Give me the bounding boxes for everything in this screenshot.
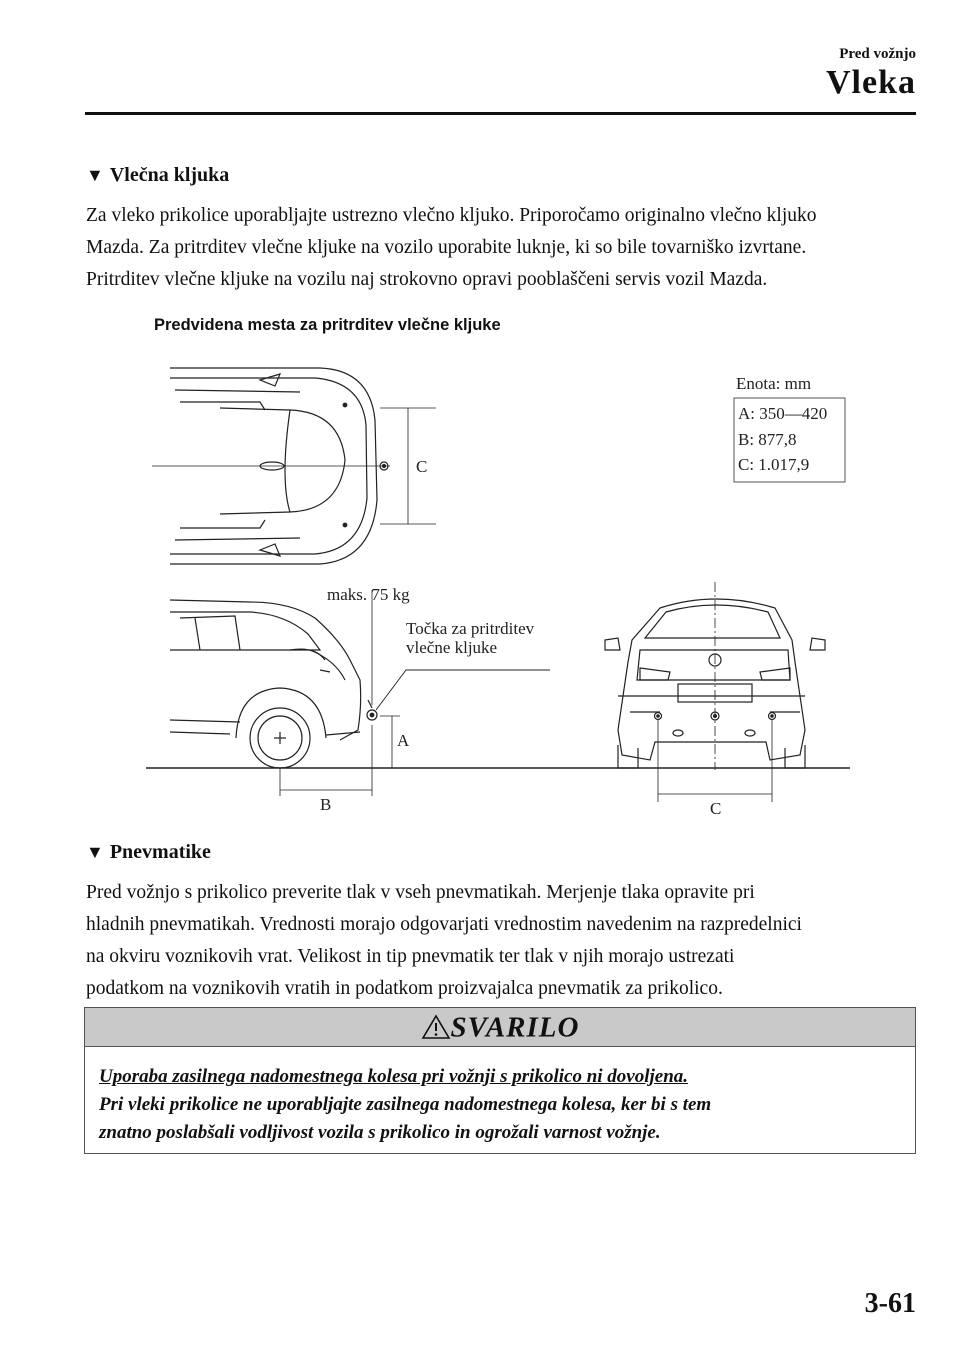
car-top-view [152,368,436,564]
warning-line: Pri vleki prikolice ne uporabljajte zasilnega nadomestnega kolesa, ker bi s tem [99,1094,712,1115]
warning-lead: Uporaba zasilnega nadomestnega kolesa pri vožnji s prikolico ni dovoljena. [99,1066,689,1087]
car-rear-view [605,582,825,802]
warning-title: SVARILO [450,1011,580,1044]
warning-line: znatno poslabšali vodljivost vozila s prikolico in ogrožali varnost vožnje. [99,1122,661,1143]
triangle-bullet-icon: ▼ [86,842,104,862]
heading-tires [86,841,211,864]
warning-triangle-icon [421,1014,451,1040]
paragraph-line: Mazda. Za pritrditev vlečne kljuke na vozilo uporabite luknje, ki so bile tovarniško izvrtane. [86,237,807,258]
paragraph-tow-hook [86,200,916,296]
paragraph-line: podatkom na voznikovih vratih in podatkom proizvajalca pnevmatik za prikolico. [86,978,723,999]
dimension-label-c-top: C [416,457,428,476]
dimension-label-b: B [320,795,332,814]
heading-tires-text: Pnevmatike [109,841,211,863]
attachment-point-label-1: Točka za pritrditev [406,619,535,638]
heading-tow-hook [86,164,229,187]
paragraph-line: Pritrditev vlečne kljuke na vozilu naj strokovno opravi pooblaščeni servis vozil Mazda. [86,269,768,290]
warning-box [84,1007,916,1154]
header-rule [85,112,916,115]
unit-label: Enota: mm [736,374,812,393]
paragraph-line: Za vleko prikolice uporabljajte ustrezno vlečno kljuko. Priporočamo originalno vlečno kljuko [86,205,817,226]
paragraph-line: hladnih pnevmatikah. Vrednosti morajo odgovarjati vrednostim navedenim na razpredelnici [86,914,802,935]
paragraph-line: Pred vožnjo s prikolico preverite tlak v vseh pnevmatikah. Merjenje tlaka opravite pri [86,882,755,903]
warning-header [85,1008,915,1047]
paragraph-tires [86,877,916,1005]
header-chapter: Vleka [826,64,916,101]
warning-body [85,1047,915,1147]
figure-title: Predvidena mesta za pritrditev vlečne kljuke [154,316,501,334]
triangle-bullet-icon: ▼ [86,165,104,185]
attachment-point-label-2: vlečne kljuke [406,638,498,657]
header-section: Pred vožnjo [839,46,916,62]
page-number: 3-61 [864,1288,916,1319]
tow-hook-diagram [140,350,860,830]
spec-a: A: 350—420 [738,404,828,423]
heading-tow-hook-text: Vlečna kljuka [109,164,230,186]
max-load-label: maks. 75 kg [327,585,410,604]
dimension-label-a: A [397,731,410,750]
dimension-label-c-rear: C [710,799,722,818]
spec-b: B: 877,8 [738,430,797,449]
spec-c: C: 1.017,9 [738,455,810,474]
paragraph-line: na okviru voznikovih vrat. Velikost in tip pnevmatik ter tlak v njih morajo ustrezati [86,946,735,967]
